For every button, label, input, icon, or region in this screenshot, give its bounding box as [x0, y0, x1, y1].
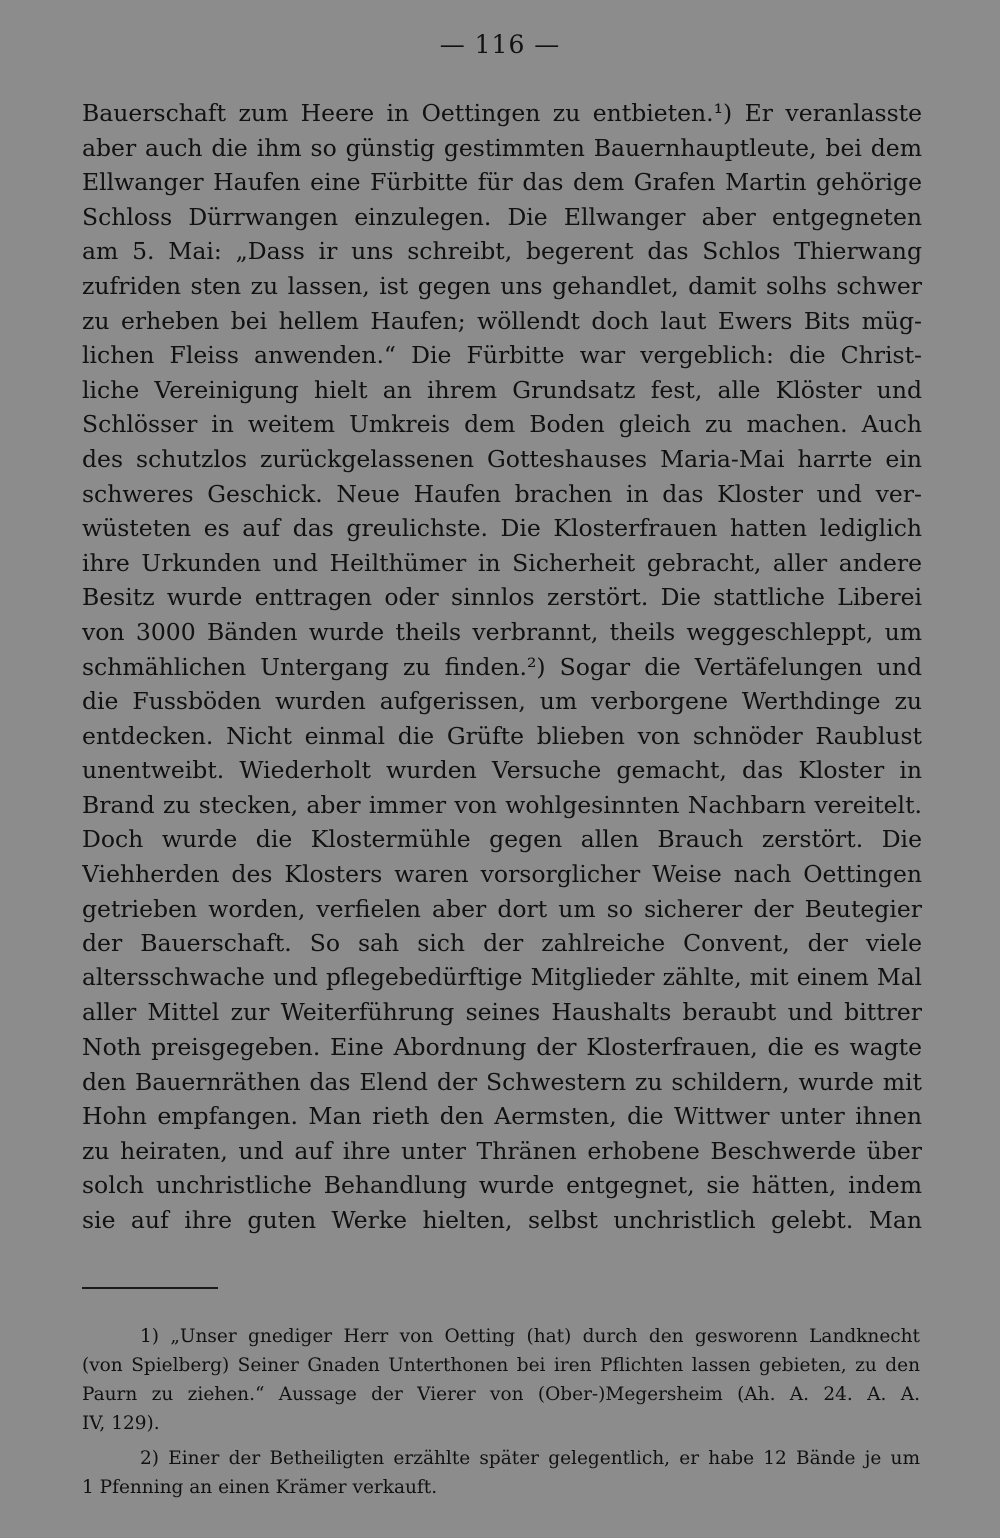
text-line: Brand zu stecken, aber immer von wohlgesinnten Nachbarn vereitelt. [82, 790, 922, 819]
text-line: getrieben worden, verfielen aber dort um so sicherer der Beutegier [82, 894, 922, 923]
text-line: ihre Urkunden und Heilthümer in Sicherheit gebracht, aller andere [82, 548, 922, 577]
footnotes [82, 1322, 920, 1502]
footnote-1-line: 1) „Unser gnediger Herr von Oetting (hat) durch den gesworenn Landknecht [140, 1326, 920, 1347]
text-line: zu erheben bei hellem Haufen; wöllendt doch laut Ewers Bits müg- [82, 306, 922, 335]
text-line: aber auch die ihm so günstig gestimmten Bauernhauptleute, bei dem [82, 133, 922, 162]
text-line: entdecken. Nicht einmal die Grüfte blieben von schnöder Raublust [82, 721, 922, 750]
text-line: Noth preisgegeben. Eine Abordnung der Klosterfrauen, die es wagte [82, 1033, 922, 1062]
text-line: Viehherden des Klosters waren vorsorglicher Weise nach Oettingen [82, 860, 922, 889]
footnote-2-line: 1 Pfenning an einen Krämer verkauft. [82, 1477, 438, 1498]
text-line: Ellwanger Haufen eine Fürbitte für das dem Grafen Martin gehörige [82, 168, 922, 197]
text-line: solch unchristliche Behandlung wurde entgegnet, sie hätten, indem [82, 1171, 922, 1200]
text-line: den Bauernräthen das Elend der Schwestern zu schildern, wurde mit [82, 1067, 922, 1096]
text-line: der Bauerschaft. So sah sich der zahlreiche Convent, der viele [82, 929, 922, 958]
text-line: zu heiraten, und auf ihre unter Thränen erhobene Beschwerde über [82, 1136, 922, 1165]
page-number: — 116 — [439, 30, 561, 59]
text-line: schweres Geschick. Neue Haufen brachen in das Kloster und ver- [82, 479, 922, 508]
text-line: liche Vereinigung hielt an ihrem Grundsatz fest, alle Klöster und [82, 375, 922, 404]
text-line: Besitz wurde enttragen oder sinnlos zerstört. Die stattliche Liberei [82, 583, 922, 612]
text-line: Schlösser in weitem Umkreis dem Boden gleich zu machen. Auch [82, 410, 922, 439]
text-line: Doch wurde die Klostermühle gegen allen Brauch zerstört. Die [82, 825, 922, 854]
text-line: wüsteten es auf das greulichste. Die Klosterfrauen hatten lediglich [82, 514, 922, 543]
text-line: altersschwache und pflegebedürftige Mitglieder zählte, mit einem Mal [82, 963, 922, 991]
text-line: sie auf ihre guten Werke hielten, selbst unchristlich gelebt. Man [82, 1206, 922, 1234]
text-line: die Fussböden wurden aufgerissen, um verborgene Werthdinge zu [82, 687, 922, 716]
footnote-divider [82, 1287, 218, 1289]
text-line: aller Mittel zur Weiterführung seines Haushalts beraubt und bittrer [82, 998, 922, 1027]
footnote-2-line: 2) Einer der Betheiligten erzählte später gelegentlich, er habe 12 Bände je um [140, 1448, 920, 1469]
text-line: Schloss Dürrwangen einzulegen. Die Ellwanger aber entgegneten [82, 202, 922, 231]
main-text [82, 96, 922, 1238]
footnote-1-line: IV, 129). [82, 1413, 160, 1434]
text-line: unentweibt. Wiederholt wurden Versuche gemacht, das Kloster in [82, 756, 922, 785]
text-line: lichen Fleiss anwenden.“ Die Fürbitte war vergeblich: die Christ- [82, 341, 922, 370]
text-line: zufriden sten zu lassen, ist gegen uns gehandlet, damit solhs schwer [82, 271, 922, 300]
text-line: Bauerschaft zum Heere in Oettingen zu entbieten.¹) Er veranlasste [82, 99, 922, 127]
text-line: Hohn empfangen. Man rieth den Aermsten, die Wittwer unter ihnen [82, 1102, 922, 1131]
footnote-1-line: Paurn zu ziehen.“ Aussage der Vierer von (Ober-)Megersheim (Ah. A. 24. A. A. [82, 1384, 920, 1405]
text-line: am 5. Mai: „Dass ir uns schreibt, begerent das Schlos Thierwang [82, 237, 922, 266]
footnote-1-line: (von Spielberg) Seiner Gnaden Unterthonen bei iren Pflichten lassen gebieten, zu den [82, 1355, 920, 1376]
text-line: schmählichen Untergang zu finden.²) Sogar die Vertäfelungen und [82, 652, 922, 681]
text-line: des schutzlos zurückgelassenen Gotteshauses Maria-Mai harrte ein [82, 444, 922, 473]
text-line: von 3000 Bänden wurde theils verbrannt, theils weggeschleppt, um [82, 617, 922, 646]
